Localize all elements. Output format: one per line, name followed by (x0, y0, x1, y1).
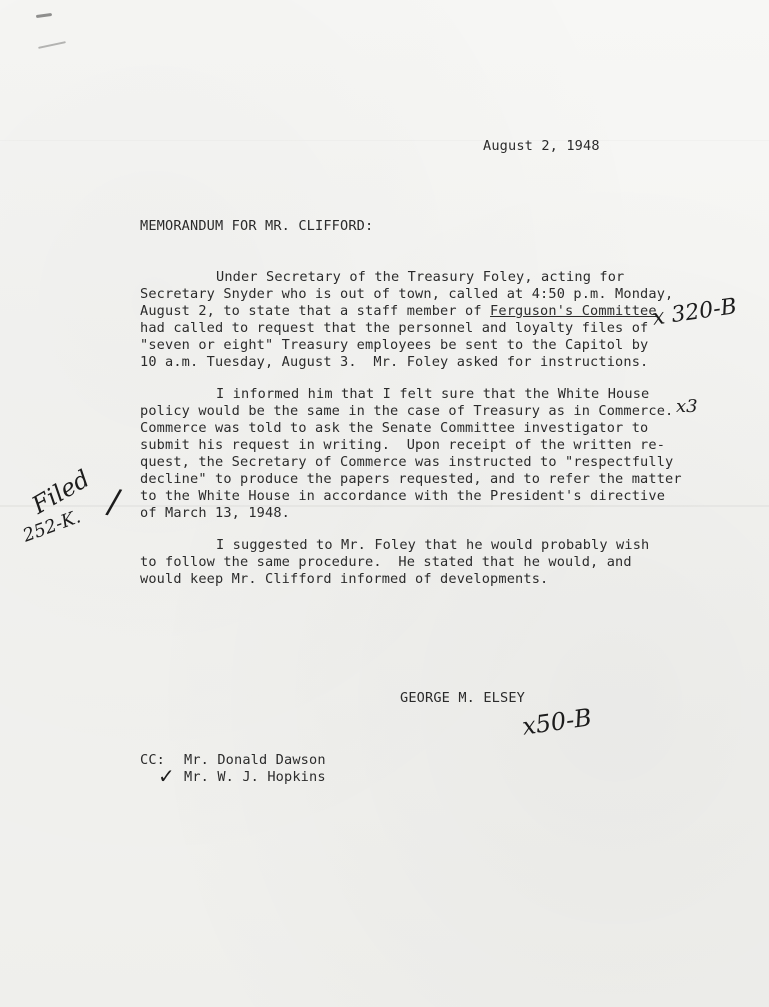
handwritten-file-code: x 320-B (650, 294, 739, 331)
stray-mark (36, 13, 52, 18)
p2-line: Commerce was told to ask the Senate Committee investigator to (140, 420, 649, 436)
cc-label: CC: (140, 752, 166, 768)
memo-date: August 2, 1948 (483, 138, 600, 154)
p2-line: I informed him that I felt sure that the White House (216, 386, 650, 402)
p1-line: August 2, to state that a staff member of Ferguson's Committee (140, 303, 657, 319)
p1-line: 10 a.m. Tuesday, August 3. Mr. Foley asked for instructions. (140, 354, 649, 370)
p2-line: decline" to produce the papers requested, and to refer the matter (140, 471, 682, 487)
handwritten-file-code: x3 (676, 396, 698, 417)
p2-line: policy would be the same in the case of Treasury as in Commerce. (140, 403, 674, 419)
p2-line: to the White House in accordance with the President's directive (140, 488, 666, 504)
p1-line: "seven or eight" Treasury employees be sent to the Capitol by (140, 337, 649, 353)
p3-line: would keep Mr. Clifford informed of developments. (140, 571, 549, 587)
paper-crease (0, 140, 769, 141)
cc-recipient: Mr. W. J. Hopkins (184, 769, 326, 785)
handwritten-slash-mark: / (103, 481, 124, 523)
stray-mark (38, 41, 66, 49)
handwritten-filed-note: Filed (27, 464, 95, 520)
handwritten-file-code: x50-B (520, 703, 594, 741)
p2-line: quest, the Secretary of Commerce was instructed to "respectfully (140, 454, 674, 470)
p3-line: to follow the same procedure. He stated that he would, and (140, 554, 632, 570)
check-mark-icon: ✓ (158, 764, 175, 788)
p1-line: Secretary Snyder who is out of town, called at 4:50 p.m. Monday, (140, 286, 674, 302)
signature-block: GEORGE M. ELSEY (400, 690, 526, 706)
p2-line: submit his request in writing. Upon receipt of the written re- (140, 437, 666, 453)
p3-line: I suggested to Mr. Foley that he would probably wish (216, 537, 650, 553)
cc-recipient: Mr. Donald Dawson (184, 752, 326, 768)
p1-line: had called to request that the personnel and loyalty files of (140, 320, 649, 336)
memo-heading: MEMORANDUM FOR MR. CLIFFORD: (140, 218, 374, 234)
p2-line: of March 13, 1948. (140, 505, 291, 521)
p1-line: Under Secretary of the Treasury Foley, acting for (216, 269, 625, 285)
handwritten-filed-note: 252-K. (20, 506, 84, 547)
ferguson-committee-underlined: Ferguson's Committee (490, 303, 657, 319)
